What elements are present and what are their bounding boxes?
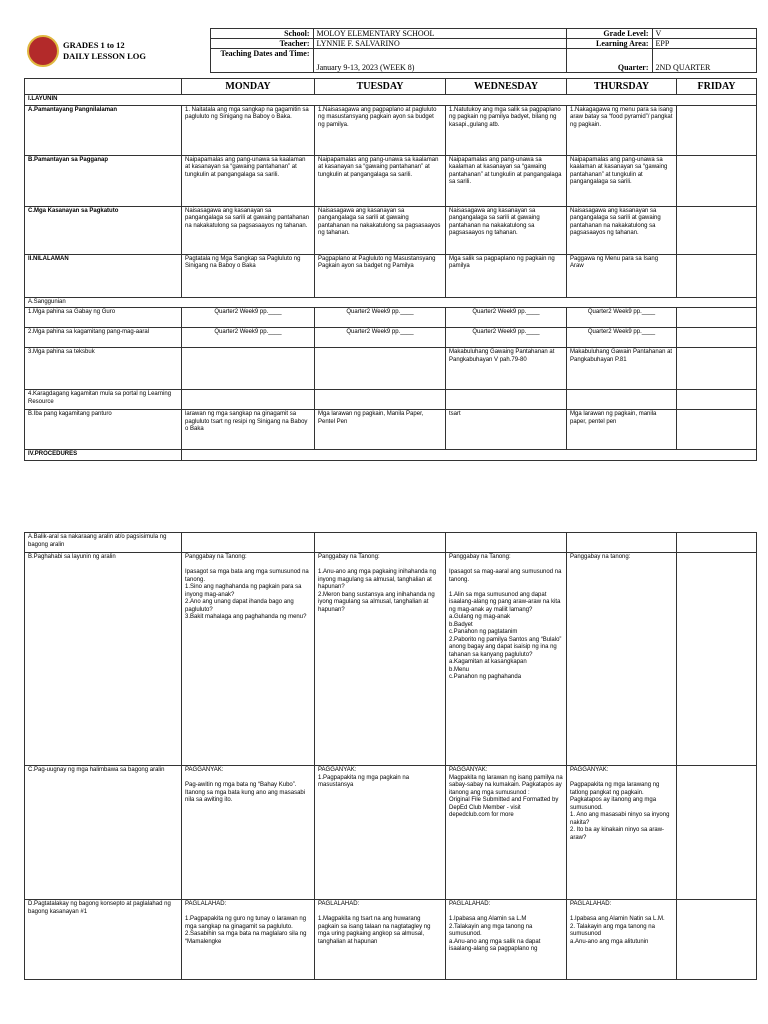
cell-thursday: Panggabay na tanong: bbox=[567, 553, 677, 766]
cell-thursday bbox=[567, 533, 677, 553]
cell-wednesday: PAGLALAHAD: 1.Ipabasa ang Alamin sa L.M 2.Talakayin ang mga tanong na sumusunod. a.Anu-ano ang mga salik na dapat isaalang-alang sa pagpaplano ng bbox=[446, 900, 567, 980]
table-row bbox=[25, 900, 757, 980]
section-procedures: IV.PROCEDURES bbox=[25, 450, 182, 461]
cell-wednesday: 1.Natutukoy ang mga salik sa pagpaplano ng pagkain ng pamilya badyet, bilang ng kasapi.,gulang atb. bbox=[446, 105, 567, 155]
row-label: D.Pagtatalakay ng bagong konsepto at paglalahad ng bagong kasanayan #1 bbox=[25, 900, 182, 980]
cell-friday bbox=[677, 105, 757, 155]
row-label: C.Mga Kasanayan sa Pagkatuto bbox=[25, 206, 182, 254]
cell-wednesday: Mga salik sa pagpaplano ng pagkain ng pamilya bbox=[446, 254, 567, 297]
row-label: B.Paghahabi sa layunin ng aralin bbox=[25, 553, 182, 766]
cell-friday bbox=[677, 533, 757, 553]
area-label: Learning Area: bbox=[566, 39, 652, 49]
row-label: 4.Karagdagang kagamitan mula sa portal ng Learning Resource bbox=[25, 390, 182, 410]
cell-wednesday: PAGGANYAK: Magpakita ng larawan ng isang pamilya na sabay-sabay na kumakain. Pagkatapos ay itanong ang mga sumusunod : Original File Submitted and Formatted by DepEd Club Member - visit depedclub.com for more bbox=[446, 766, 567, 900]
cell-tuesday: Panggabay na Tanong: 1.Anu-ano ang mga pagkaing inihahanda ng inyong magulang sa almusal, tanghalian at hapunan? 2.Meron bang sustansya ang inihahanda ng iyong magulang sa almusal, tanghalian at hapunan? bbox=[315, 553, 446, 766]
cell-friday bbox=[677, 155, 757, 206]
cell-wednesday: Panggabay na Tanong: Ipasagot sa mag-aaral ang sumusunod na tanong. 1.Alin sa mga sumusunod ang dapat isaalang-alang ng pang araw-araw na kita ng mag-anak ay maliit lamang? a.Gulang ng mag-anak b.Badyet c.Panahon ng pagtatanim 2.Paborito ng pamilya Santos ang “Bulalo” anong bagay ang dapat isaisip ng ina ng tahanan sa kanyang pagluluto? a.Kagamitan at kasangkapan b.Menu c.Panahon ng paghahanda bbox=[446, 553, 567, 766]
cell-thursday: Makabuluhang Gawain Pantahanan at Pangkabuhayan P.81 bbox=[567, 348, 677, 390]
row-label: C.Pag-uugnay ng mga halimbawa sa bagong aralin bbox=[25, 766, 182, 900]
cell-monday: Naisasagawa ang kasanayan sa pangangalaga sa sarili at gawaing pantahanan na nakakatulong sa pagsasaayos ng tahanan. bbox=[182, 206, 315, 254]
title-block bbox=[24, 29, 210, 73]
cell-tuesday: Naipapamalas ang pang-unawa sa kaalaman at kasanayan sa “gawaing pantahanan” at tungkulin at pangangalaga sa sarili. bbox=[315, 155, 446, 206]
quarter-value: 2ND QUARTER bbox=[652, 49, 756, 73]
cell-thursday: Quarter2 Week9 pp.____ bbox=[567, 328, 677, 348]
title-line-2: DAILY LESSON LOG bbox=[63, 50, 146, 61]
cell-friday bbox=[677, 410, 757, 450]
cell-tuesday: PAGLALAHAD: 1.Magpakita ng tsart na ang huwarang pagkain sa isang talaan na nagtatagley ng mga uring pagkaing angkop sa almusal, tanghalian at hapunan bbox=[315, 900, 446, 980]
cell-thursday: Mga larawan ng pagkain, manila paper, pentel pen bbox=[567, 410, 677, 450]
cell-monday: PAGLALAHAD: 1.Pagpapakita ng guro ng tunay o larawan ng mga sangkap na ginagamit sa pagluluto. 2.Sasabihin sa mga bata na maglalaro sila ng “Mamalengke bbox=[182, 900, 315, 980]
teacher-label: Teacher: bbox=[210, 39, 313, 49]
row-label: 2.Mga pahina sa kagamitang pang-mag-aaral bbox=[25, 328, 182, 348]
cell-tuesday bbox=[315, 348, 446, 390]
cell-monday: Quarter2 Week9 pp.____ bbox=[182, 328, 315, 348]
grade-value: V bbox=[652, 29, 756, 39]
cell-monday: Pagtatala ng Mga Sangkap sa Pagluluto ng Sinigang na Baboy o Baka bbox=[182, 254, 315, 297]
cell-thursday: 1.Nakagagawa ng menu para sa isang araw batay sa “food pyramid”/ pangkat ng pagkain. bbox=[567, 105, 677, 155]
cell-thursday: PAGLALAHAD: 1.Ipabasa ang Alamin Natin sa L.M. 2. Talakayin ang mga tanong na sumusunod a.Anu-ano ang mga alitutunin bbox=[567, 900, 677, 980]
cell-tuesday: Pagpaplano at Pagluluto ng Masustansyang Pagkain ayon sa badget ng Pamilya bbox=[315, 254, 446, 297]
cell-tuesday: 1.Naisasagawa ang pagpaplano at pagluluto ng masustansyang pagkain ayon sa budget ng pamilya. bbox=[315, 105, 446, 155]
section-layunin: I.LAYUNIN bbox=[25, 95, 757, 106]
cell-monday: Naipapamalas ang pang-unawa sa kaalaman at kasanayan sa “gawaing pantahanan” at tungkulin at pangangalaga sa sarili. bbox=[182, 155, 315, 206]
cell-friday bbox=[677, 206, 757, 254]
cell-friday bbox=[677, 766, 757, 900]
row-label: 3.Mga pahina sa teksbuk bbox=[25, 348, 182, 390]
cell-tuesday: Quarter2 Week9 pp.____ bbox=[315, 308, 446, 328]
dates-label: Teaching Dates and Time: bbox=[210, 49, 313, 73]
row-label: 1.Mga pahina sa Gabay ng Guro bbox=[25, 308, 182, 328]
cell-wednesday: Quarter2 Week9 pp.____ bbox=[446, 328, 567, 348]
cell-friday bbox=[677, 553, 757, 766]
row-label: B.Iba pang kagamitang panturo bbox=[25, 410, 182, 450]
cell-wednesday bbox=[446, 533, 567, 553]
table-row bbox=[25, 410, 757, 450]
cell-monday: Panggabay na Tanong: Ipasagot sa mga bata ang mga sumusunod na tanong. 1.Sino ang naghahanda ng pagkain para sa inyong mag-anak? 2.Ano ang unang dapat ihanda bago ang pagluluto? 3.Bakit mahalaga ang paghahanda ng menu? bbox=[182, 553, 315, 766]
day-header-friday: FRIDAY bbox=[677, 79, 757, 95]
cell-thursday: Paggawa ng Menu para sa Isang Araw bbox=[567, 254, 677, 297]
cell-monday bbox=[182, 390, 315, 410]
cell-monday bbox=[182, 348, 315, 390]
row-label: A.Balik-aral sa nakaraang aralin at/o pagsisimula ng bagong aralin bbox=[25, 533, 182, 553]
area-value: EPP bbox=[652, 39, 756, 49]
table-row bbox=[25, 533, 757, 553]
cell-thursday: Naisasagawa ang kasanayan sa pangangalaga sa sarili at gawaing pantahanan na nakakatulong sa pagsasaayos ng tahanan. bbox=[567, 206, 677, 254]
school-label: School: bbox=[210, 29, 313, 39]
dates-value: January 9-13, 2023 (WEEK 8) bbox=[313, 49, 566, 73]
row-label: A.Pamantayang Pangnilalaman bbox=[25, 105, 182, 155]
cell-monday: PAGGANYAK: Pag-awitin ng mga bata ng “Bahay Kubo”. Itanong sa mga bata kung ano ang masasabi nila sa awiting ito. bbox=[182, 766, 315, 900]
cell-thursday: Naipapamalas ang pang-unawa sa kaalaman at kasanayan sa “gawaing pantahanan” at tungkulin at pangangalaga sa sarili. bbox=[567, 155, 677, 206]
section-sanggunian: A.Sanggunian bbox=[25, 297, 757, 308]
cell-wednesday: tsart bbox=[446, 410, 567, 450]
title-line-1: GRADES 1 to 12 bbox=[63, 39, 125, 50]
cell-friday bbox=[677, 900, 757, 980]
day-header-blank bbox=[25, 79, 182, 95]
procedures-blank bbox=[182, 450, 757, 461]
doc-title bbox=[63, 40, 146, 62]
cell-thursday bbox=[567, 390, 677, 410]
table-row bbox=[25, 553, 757, 766]
table-row bbox=[25, 155, 757, 206]
row-label: II.NILALAMAN bbox=[25, 254, 182, 297]
day-header-tuesday: TUESDAY bbox=[315, 79, 446, 95]
day-header-wednesday: WEDNESDAY bbox=[446, 79, 567, 95]
cell-wednesday: Naipapamalas ang pang-unawa sa kaalaman at kasanayan sa “gawaing pantahanan” at tungkulin at pangangalaga sa sarili. bbox=[446, 155, 567, 206]
cell-tuesday: Naisasagawa ang kasanayan sa pangangalaga sa sarili at gawaing pantahanan na nakakatulong sa pagsasaayos ng tahanan. bbox=[315, 206, 446, 254]
deped-seal-logo bbox=[27, 35, 59, 67]
cell-wednesday bbox=[446, 390, 567, 410]
table-row bbox=[25, 390, 757, 410]
cell-tuesday bbox=[315, 390, 446, 410]
table-row bbox=[25, 105, 757, 155]
cell-friday bbox=[677, 390, 757, 410]
cell-tuesday: PAGGANYAK: 1.Pagpapakita ng mga pagkain na masustansya bbox=[315, 766, 446, 900]
school-value: MOLOY ELEMENTARY SCHOOL bbox=[313, 29, 566, 39]
cell-tuesday: Mga larawan ng pagkain, Manila Paper, Pentel Pen bbox=[315, 410, 446, 450]
day-header-monday: MONDAY bbox=[182, 79, 315, 95]
cell-monday: 1. Naitatala ang mga sangkap na gagamitin sa pagluluto ng Sinigang na Baboy o Baka. bbox=[182, 105, 315, 155]
cell-wednesday: Quarter2 Week9 pp.____ bbox=[446, 308, 567, 328]
table-row bbox=[25, 206, 757, 254]
quarter-label: Quarter: bbox=[566, 49, 652, 73]
cell-tuesday: Quarter2 Week9 pp.____ bbox=[315, 328, 446, 348]
table-row bbox=[25, 348, 757, 390]
cell-monday: larawan ng mga sangkap na ginagamit sa pagluluto tsart ng resipi ng Sinigang na Baboy o Baka bbox=[182, 410, 315, 450]
day-header-thursday: THURSDAY bbox=[567, 79, 677, 95]
table-row bbox=[25, 254, 757, 297]
cell-tuesday bbox=[315, 533, 446, 553]
row-label: B.Pamantayan sa Pagganap bbox=[25, 155, 182, 206]
table-row bbox=[25, 766, 757, 900]
cell-thursday: PAGGANYAK: Pagpapakita ng mga larawang ng tatlong pangkat ng pagkain. Pagkatapos ay itanong ang mga sumusunod. 1. Ano ang masasabi ninyo sa inyong nakita? 2. Ito ba ay kinakain ninyo sa araw-araw? bbox=[567, 766, 677, 900]
cell-friday bbox=[677, 254, 757, 297]
cell-friday bbox=[677, 308, 757, 328]
table-row bbox=[25, 308, 757, 328]
cell-thursday: Quarter2 Week9 pp.____ bbox=[567, 308, 677, 328]
cell-wednesday: Naisasagawa ang kasanayan sa pangangalaga sa sarili at gawaing pantahanan na nakakatulong sa pagsasaayos ng tahanan. bbox=[446, 206, 567, 254]
cell-friday bbox=[677, 348, 757, 390]
cell-monday bbox=[182, 533, 315, 553]
table-row bbox=[25, 328, 757, 348]
cell-wednesday: Makabuluhang Gawaing Pantahanan at Pangkabuhayan V pah.79-80 bbox=[446, 348, 567, 390]
cell-monday: Quarter2 Week9 pp.____ bbox=[182, 308, 315, 328]
teacher-value: LYNNIE F. SALVARINO bbox=[313, 39, 566, 49]
grade-label: Grade Level: bbox=[566, 29, 652, 39]
cell-friday bbox=[677, 328, 757, 348]
